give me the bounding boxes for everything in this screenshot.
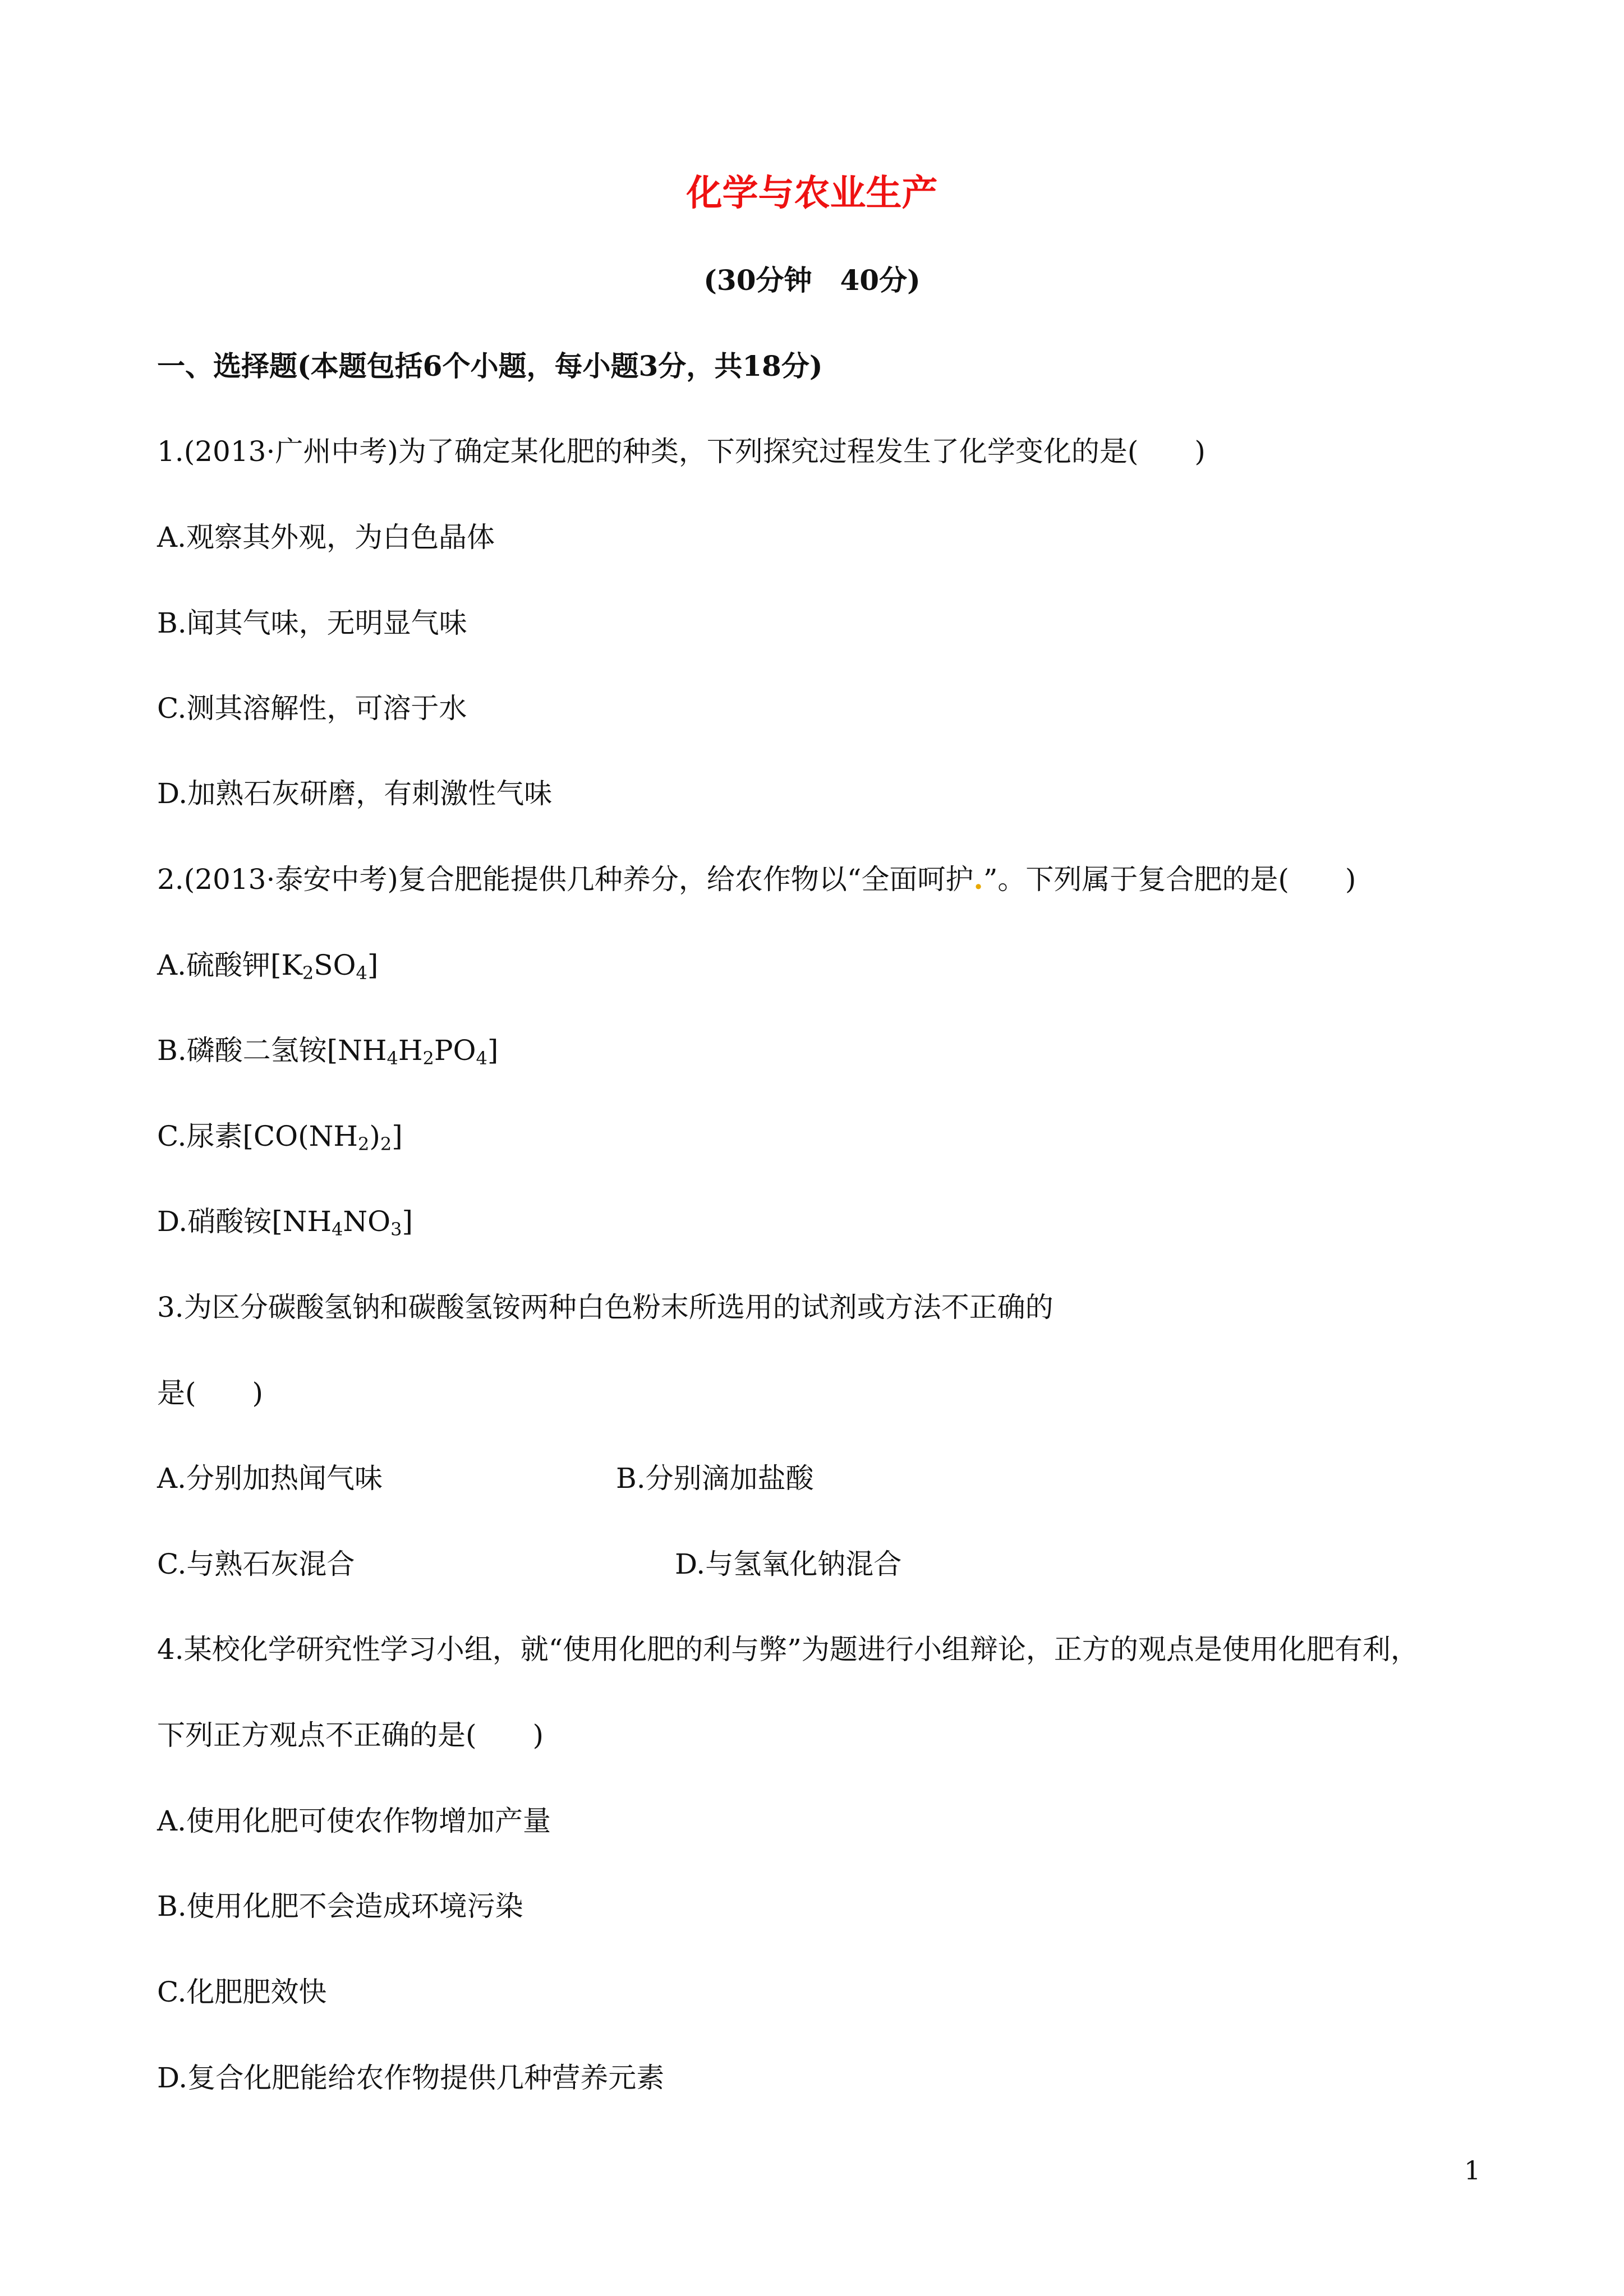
page-title: 化学与农业生产	[686, 172, 938, 214]
question-4-stem-line-2: 下列正方观点不正确的是( )	[157, 1719, 544, 1751]
question-2-stem: 2.(2013·泰安中考)复合肥能提供几种养分，给农作物以“全面呵护.”。下列属于复合肥的是( )	[157, 863, 1356, 896]
question-4-option-a: A.使用化肥可使农作物增加产量	[157, 1805, 551, 1837]
question-2-option-c: C.尿素$[CO(NH_2)_2]$	[157, 1120, 403, 1155]
question-2-option-d: D.硝酸铵$[NH_4NO_3]$	[157, 1205, 413, 1240]
question-3-stem-line-2: 是( )	[157, 1377, 264, 1409]
emphasis-dot: .	[973, 863, 983, 896]
question-3-option-c: C.与熟石灰混合	[157, 1548, 355, 1580]
question-1-option-c: C.测其溶解性，可溶于水	[157, 692, 467, 725]
question-3-stem-line-1: 3.为区分碳酸氢钠和碳酸氢铵两种白色粉末所选用的试剂或方法不正确的	[157, 1291, 1053, 1324]
page-number: 1	[1464, 2155, 1481, 2186]
question-1-option-d: D.加熟石灰研磨，有刺激性气味	[157, 777, 553, 810]
question-4-option-b: B.使用化肥不会造成环境污染	[157, 1890, 523, 1922]
section-heading: 一、选择题(本题包括6个小题，每小题3分，共18分)	[157, 349, 823, 382]
question-1-option-a: A.观察其外观，为白色晶体	[157, 521, 495, 554]
question-3-option-a: A.分别加热闻气味	[157, 1462, 383, 1495]
question-2-option-a: A.硫酸钾$[K_2SO_4]$	[157, 949, 379, 984]
question-3-option-d: D.与氢氧化钠混合	[675, 1548, 902, 1580]
time-score-note: (30分钟 40分)	[703, 264, 921, 297]
question-2-option-b: B.磷酸二氢铵$[NH_4H_2PO_4]$	[157, 1034, 499, 1069]
question-1-stem: 1.(2013·广州中考)为了确定某化肥的种类，下列探究过程发生了化学变化的是( )	[157, 435, 1206, 468]
question-3-option-b: B.分别滴加盐酸	[616, 1462, 814, 1495]
question-4-option-d: D.复合化肥能给农作物提供几种营养元素	[157, 2062, 665, 2094]
question-4-option-c: C.化肥肥效快	[157, 1976, 327, 2008]
question-1-option-b: B.闻其气味，无明显气味	[157, 607, 467, 639]
question-4-stem-line-1: 4.某校化学研究性学习小组，就“使用化肥的利与弊”为题进行小组辩论，正方的观点是使用化肥有利，	[157, 1633, 1419, 1666]
